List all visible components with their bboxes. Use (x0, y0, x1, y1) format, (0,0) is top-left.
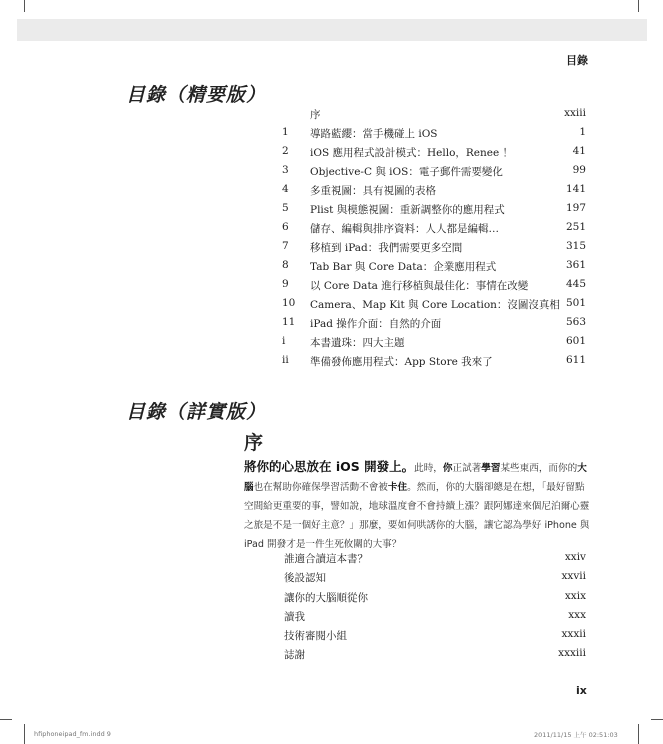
page-ref: 611 (565, 354, 586, 366)
page-ref: xxxiii (558, 647, 586, 660)
page-ref: 501 (565, 297, 586, 309)
chapter-number: 7 (282, 240, 289, 252)
section-title: 技術審閱小組 (284, 630, 347, 643)
toc-entry[interactable] (282, 278, 586, 297)
chapter-title: 多重視圖：具有視圖的表格 (310, 185, 436, 197)
chapter-number: 3 (282, 164, 289, 176)
intro-bold: 你 (442, 463, 453, 474)
crop-mark (0, 719, 12, 720)
page-ref: 1 (579, 126, 586, 138)
toc-entry[interactable] (282, 202, 586, 221)
toc-entry[interactable] (282, 126, 586, 145)
toc-entry[interactable] (282, 145, 586, 164)
chapter-title: Objective-C 與 iOS：電子郵件需要變化 (310, 166, 503, 178)
brief-toc-list (282, 107, 586, 373)
toc-entry[interactable] (282, 164, 586, 183)
top-band (17, 19, 647, 41)
page-ref: 41 (572, 145, 586, 157)
chapter-number: 10 (282, 297, 296, 309)
chapter-title: 儲存、編輯與排序資料：人人都是編輯… (310, 223, 499, 235)
footer-timestamp: 2011/11/15 上午 02:51:03 (534, 731, 618, 739)
page-ref: 197 (565, 202, 586, 214)
page-number: ix (576, 684, 587, 697)
intro-bold: 學習 (481, 463, 501, 474)
page-ref: xxxii (561, 628, 586, 641)
chapter-number: i (282, 335, 286, 347)
chapter-number: 4 (282, 183, 289, 195)
chapter-title: 本書遺珠：四大主題 (310, 337, 405, 349)
page-ref: xxiv (564, 551, 586, 563)
toc-entry[interactable] (284, 628, 586, 647)
toc-entry[interactable] (284, 609, 586, 628)
toc-entry[interactable] (282, 107, 586, 126)
page-ref: xxx (568, 608, 586, 621)
page-ref: 361 (565, 259, 586, 271)
chapter-number: 6 (282, 221, 289, 233)
preface-toc-list (284, 551, 586, 667)
page-ref: 601 (565, 335, 586, 347)
section-title: 讀我 (284, 610, 305, 623)
section-title: 誌謝 (284, 649, 305, 662)
chapter-title: 導路藍纓：當手機碰上 iOS (310, 128, 438, 140)
toc-entry[interactable] (282, 183, 586, 202)
intro-bold: 大腦 (244, 463, 587, 493)
preface-heading: 序 (244, 432, 264, 454)
chapter-number: 9 (282, 278, 289, 290)
section-title: 讓你的大腦順從你 (284, 591, 368, 604)
crop-mark (638, 724, 639, 744)
crop-mark (24, 0, 25, 12)
chapter-title: Camera、Map Kit 與 Core Location：沒圖沒真相 (310, 299, 560, 311)
page-ref: xxix (564, 589, 586, 602)
chapter-number: 1 (282, 126, 289, 138)
page-ref: 445 (565, 278, 586, 290)
chapter-title: Tab Bar 與 Core Data：企業應用程式 (310, 261, 497, 273)
page-ref: 563 (565, 316, 586, 328)
page-ref: 99 (572, 164, 586, 176)
chapter-title: 以 Core Data 進行移植與最佳化：事情在改變 (310, 280, 529, 292)
toc-entry[interactable] (282, 259, 586, 278)
preface-intro (244, 457, 592, 554)
page-ref: 141 (565, 183, 586, 195)
toc-entry[interactable] (282, 316, 586, 335)
toc-entry[interactable] (284, 551, 586, 570)
section-title: 後設認知 (284, 572, 326, 585)
detailed-toc-title: 目錄（詳實版） (126, 401, 267, 423)
chapter-number: 2 (282, 145, 289, 157)
page-ref: xxiii (564, 107, 586, 119)
chapter-number: ii (282, 354, 289, 366)
intro-lead: 將你的心思放在 iOS 開發上。 (244, 459, 415, 474)
intro-text: 。然而，你的大腦卻總是在想，「最好留點空間給更重要的事，譬如說，地球溫度會不會持續上漲？跟阿娜達來個尼泊爾心靈之旅是不是一個好主意？」那麼，要如何哄誘你的大腦，讓它認為學好 iPhone 與 iPad 開發才是一件生死攸關的大事？ (244, 482, 590, 550)
chapter-title: 移植到 iPad：我們需要更多空間 (310, 242, 463, 254)
toc-entry[interactable] (282, 297, 586, 316)
footer-filename: hfiphoneipad_fm.indd 9 (34, 730, 111, 738)
intro-text: 也在幫助你確保學習活動不會被 (253, 482, 388, 493)
chapter-title: iOS 應用程式設計模式：Hello，Renee ！ (310, 147, 514, 159)
intro-bold: 卡住 (387, 482, 408, 493)
chapter-title: 準備發佈應用程式：App Store 我來了 (310, 356, 493, 368)
intro-text: 此時， (414, 463, 443, 474)
section-title: 誰適合讀這本書？ (284, 553, 368, 565)
chapter-number: 8 (282, 259, 289, 271)
page-ref: 315 (565, 240, 586, 252)
running-head: 目錄 (566, 54, 588, 67)
crop-mark (24, 724, 25, 744)
chapter-number: 11 (282, 316, 296, 328)
toc-entry[interactable] (284, 570, 586, 589)
chapter-title: iPad 操作介面：自然的介面 (310, 318, 442, 330)
crop-mark (638, 0, 639, 12)
toc-entry[interactable] (282, 335, 586, 354)
brief-toc-title: 目錄（精要版） (126, 84, 267, 106)
page-ref: 251 (565, 221, 586, 233)
toc-entry[interactable] (282, 240, 586, 259)
toc-entry[interactable] (282, 354, 586, 373)
toc-entry[interactable] (284, 647, 586, 666)
chapter-number: 5 (282, 202, 289, 214)
crop-mark (651, 719, 663, 720)
page-ref: xxvii (561, 570, 586, 583)
chapter-title: Plist 與模態視圖：重新調整你的應用程式 (310, 204, 505, 216)
toc-entry[interactable] (282, 221, 586, 240)
chapter-title: 序 (310, 109, 321, 121)
intro-text: 正試著 (452, 463, 482, 474)
intro-text: 某些東西，而你的 (500, 463, 578, 474)
toc-entry[interactable] (284, 590, 586, 609)
